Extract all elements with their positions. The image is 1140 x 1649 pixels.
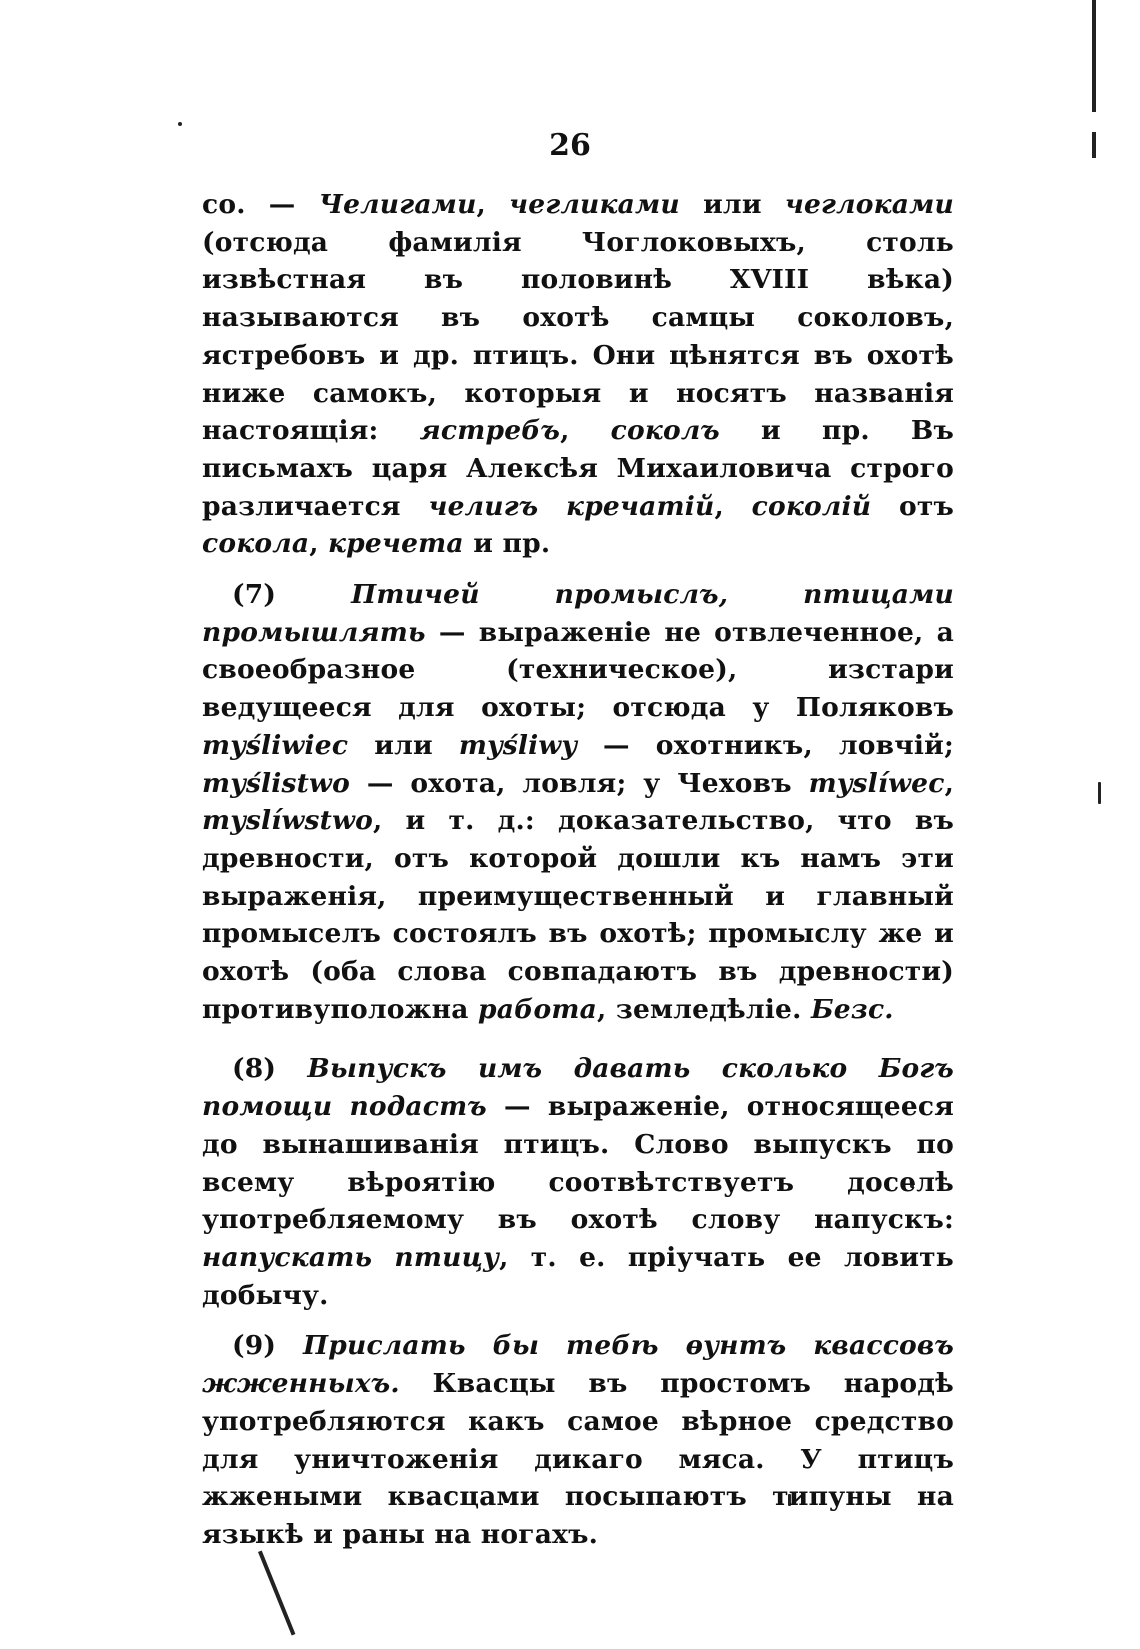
italic-term: чеглоками — [784, 189, 954, 220]
ink-speck — [178, 122, 182, 126]
italic-term: myśliwiec — [202, 729, 349, 761]
italic-term: myślistwo — [202, 767, 350, 799]
ink-scratch-mark — [258, 1551, 295, 1636]
italic-term: кречета — [328, 528, 464, 560]
text-run: — охота, ловля; у Чеховъ — [349, 767, 809, 799]
italic-term: работа — [478, 993, 597, 1025]
text-run: — охотникъ, ловчій; — [576, 729, 954, 761]
text-run: , — [476, 189, 510, 220]
italic-term: Прислать бы тебѣ ѳунтъ квассовъ жженныхъ. — [202, 1330, 954, 1400]
italic-term: сокола — [202, 528, 310, 560]
text-run: и пр. — [463, 528, 551, 560]
italic-term: соколъ — [610, 415, 720, 447]
text-run: , — [309, 528, 329, 560]
text-run: , — [714, 490, 752, 522]
italic-term: myslíwstwo — [202, 805, 373, 837]
binding-edge-line — [1092, 0, 1096, 112]
text-run: отъ — [871, 490, 955, 522]
paragraph-note-9 — [202, 1327, 954, 1553]
text-run: — выраженіе не отвлеченное, а своеобразное (техническое), изстари ведущееся для охоты; отсюда у Поляковъ — [202, 616, 954, 724]
text-run: , земледѣліе. — [596, 993, 811, 1025]
italic-term: Челигами — [318, 189, 477, 220]
page-number: 26 — [549, 128, 591, 163]
text-run: со. — — [202, 189, 319, 220]
text-run: (9) — [232, 1330, 304, 1362]
italic-term: чегликами — [509, 189, 680, 220]
italic-term: напускать птицу — [202, 1241, 500, 1273]
text-run: Квасцы въ простомъ народѣ употребляются какъ самое вѣрное средство для уничтоженія дикаго мяса. У птицъ жжеными квасцами посыпаютъ типуны на языкѣ и раны на ногахъ. — [202, 1368, 954, 1550]
text-run: , — [560, 415, 611, 447]
italic-term: Птичей промыслъ, птицами промышлять — [202, 579, 954, 648]
italic-term: челигъ кречатій — [428, 490, 715, 522]
text-run: , — [944, 767, 954, 799]
italic-term: Выпускъ имъ давать сколько Богъ помощи подастъ — [202, 1053, 954, 1123]
text-run: или — [679, 189, 785, 220]
italic-term: соколій — [751, 490, 872, 522]
italic-term: Безс. — [810, 993, 894, 1025]
text-run: (8) — [232, 1053, 308, 1085]
text-run: — выраженіе, относящееся до вынашиванія птицъ. Слово выпускъ по всему вѣроятію соотвѣтствуетъ доселѣ употребляемому въ охотѣ слову напускъ: — [202, 1091, 954, 1236]
text-run: (7) — [232, 579, 352, 611]
text-run: , т. е. пріучать ее ловить добычу. — [202, 1241, 954, 1311]
italic-term: myslíwec — [808, 767, 945, 799]
text-run: и пр. Въ письмахъ царя Алексѣя Михаиловича строго различается — [202, 415, 954, 522]
ink-speck — [1098, 782, 1101, 804]
italic-term: myśliwy — [458, 729, 577, 761]
paragraph-note-7 — [202, 576, 954, 1028]
text-run: или — [348, 729, 459, 761]
italic-term: ястребъ — [419, 415, 561, 447]
text-run: , и т. д.: доказательство, что въ древности, отъ которой дошли къ намъ эти выраженія, преимущественный и главный промыселъ состоялъ въ охотѣ; промыслу же и охотѣ (оба слова совпадаютъ въ древности) противуположна — [202, 805, 954, 1025]
text-run: (отсюда фамилія Чоглоковыхъ, столь извѣстная въ половинѣ XVIII вѣка) называются въ охотѣ самцы соколовъ, ястребовъ и др. птицъ. Они цѣнятся въ охотѣ ниже самокъ, которыя и носятъ названія настоящія: — [202, 226, 954, 447]
paragraph-1 — [202, 186, 954, 563]
body-text — [202, 186, 954, 1554]
paragraph-note-8 — [202, 1050, 954, 1314]
